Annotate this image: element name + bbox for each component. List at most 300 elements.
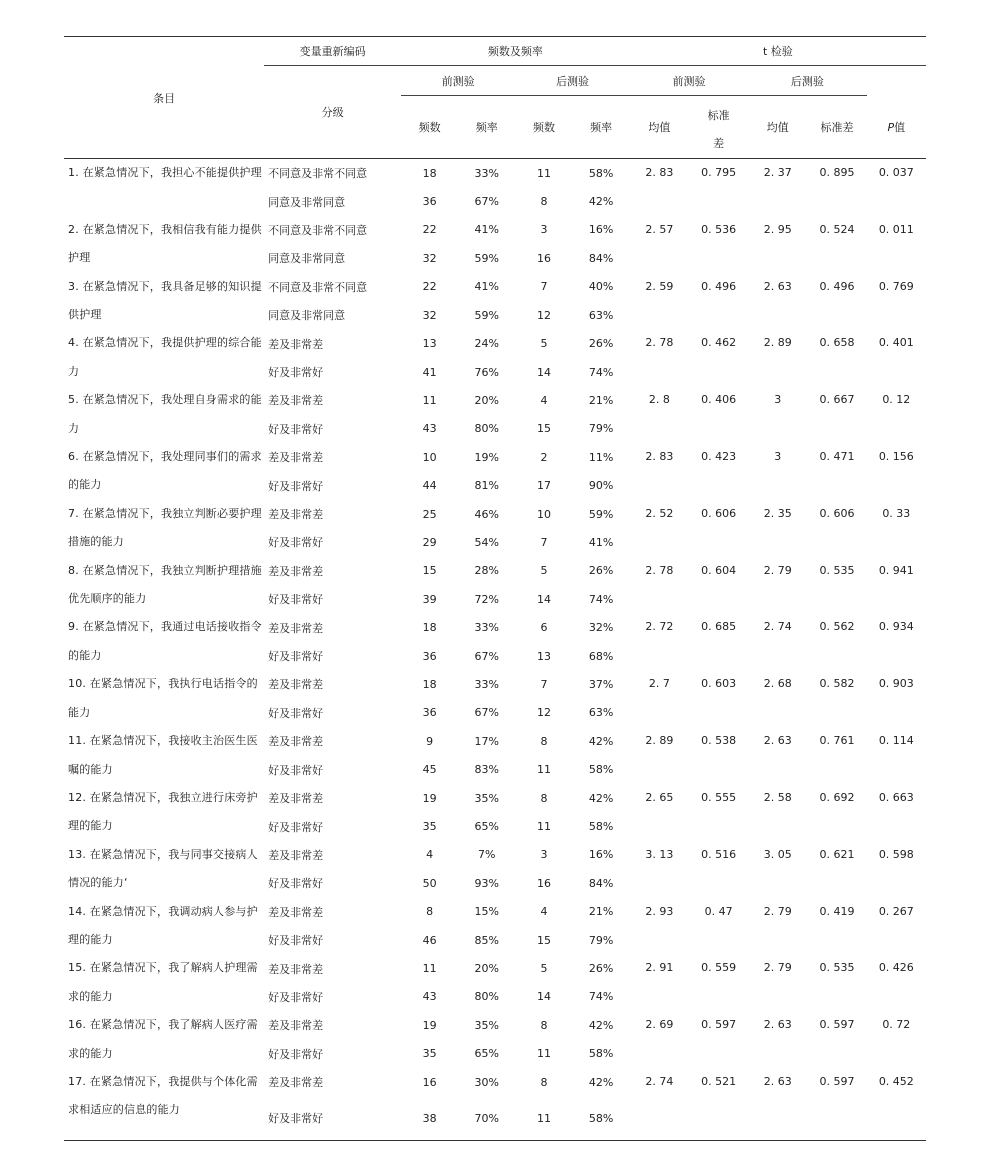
post-rate: 32% (588, 621, 614, 635)
grade-label: 差及非常差 (268, 564, 324, 578)
post-mean: 2. 74 (763, 620, 792, 634)
post-mean: 2. 79 (763, 563, 792, 577)
pre-freq: 10 (422, 450, 437, 464)
pre-freq: 18 (422, 166, 437, 180)
pre-sd: 0. 462 (701, 336, 737, 350)
pre-mean: 2. 83 (645, 166, 674, 179)
p-value: 0. 72 (882, 1018, 911, 1032)
pre-mean: 2. 52 (645, 506, 674, 520)
item-label: 9. 在紧急情况下，我通过电话接收指令的能力 (68, 620, 262, 662)
grade-label: 好及非常好 (268, 1047, 324, 1061)
post-freq: 11 (536, 763, 551, 777)
post-rate: 26% (588, 962, 614, 976)
pre-sd: 0. 606 (701, 506, 737, 520)
post-rate: 58% (588, 820, 614, 834)
pre-sd: 0. 603 (701, 677, 737, 691)
pre-sd: 0. 423 (701, 450, 737, 464)
pre-rate: 7% (478, 848, 496, 862)
post-rate: 74% (588, 592, 614, 606)
header-ttest-group: t 检验 (630, 37, 926, 66)
pre-rate: 85% (474, 933, 499, 947)
post-rate: 84% (588, 876, 614, 890)
pre-freq: 22 (422, 223, 437, 237)
table-row (64, 159, 926, 188)
post-rate: 63% (588, 308, 614, 322)
header-post-rate: 频率 (573, 96, 630, 159)
post-sd: 0. 606 (819, 506, 855, 520)
item-label: 3. 在紧急情况下，我具备足够的知识提供护理 (68, 279, 262, 321)
pre-freq: 43 (422, 422, 437, 436)
grade-label: 同意及非常同意 (268, 252, 346, 266)
pre-rate: 67% (474, 706, 499, 720)
grade-label: 差及非常差 (268, 451, 324, 465)
header-post-sd: 标准差 (807, 96, 866, 159)
post-freq: 14 (536, 365, 551, 379)
p-value: 0. 903 (878, 677, 914, 691)
pre-rate: 41% (474, 223, 499, 237)
pre-sd: 0. 685 (701, 620, 737, 634)
grade-label: 好及非常好 (268, 650, 324, 664)
post-rate: 26% (588, 337, 614, 351)
table-row (64, 1011, 926, 1039)
post-sd: 0. 535 (819, 961, 855, 975)
pre-freq: 29 (422, 535, 437, 549)
post-freq: 8 (540, 1018, 548, 1032)
pre-freq: 9 (426, 734, 434, 748)
pre-sd: 0. 516 (701, 847, 737, 861)
pre-rate: 46% (474, 507, 499, 521)
pre-freq: 18 (422, 621, 437, 635)
item-label: 13. 在紧急情况下，我与同事交接病人情况的能力‘ (68, 847, 258, 890)
pre-rate: 33% (474, 166, 499, 180)
post-freq: 14 (536, 990, 551, 1004)
post-rate: 11% (588, 450, 614, 464)
header-post-freq: 频数 (515, 96, 572, 159)
post-sd: 0. 496 (819, 279, 855, 293)
pre-rate: 24% (474, 337, 499, 351)
pre-freq: 39 (422, 592, 437, 606)
pre-sd: 0. 496 (701, 279, 737, 293)
grade-label: 好及非常好 (268, 990, 324, 1004)
post-mean: 2. 63 (748, 1068, 807, 1141)
table-row (64, 613, 926, 641)
header-pre-sd: 标准 差 (689, 96, 748, 159)
pre-sd: 0. 47 (704, 904, 733, 918)
table-row (64, 500, 926, 528)
pre-sd: 0. 538 (701, 734, 737, 748)
grade-label: 不同意及非常不同意 (268, 280, 368, 294)
pre-freq: 8 (426, 905, 434, 919)
pre-freq: 15 (422, 564, 437, 578)
post-freq: 4 (540, 905, 548, 919)
pre-rate: 19% (474, 450, 499, 464)
post-rate: 37% (588, 677, 614, 691)
table-row (64, 443, 926, 471)
post-rate: 26% (588, 564, 614, 578)
pre-rate: 59% (474, 308, 499, 322)
post-rate: 68% (588, 649, 614, 663)
post-sd: 0. 621 (819, 847, 855, 861)
pre-rate: 80% (474, 990, 499, 1004)
post-rate: 16% (588, 848, 614, 862)
grade-label: 好及非常好 (268, 706, 324, 720)
post-mean: 2. 35 (763, 506, 792, 520)
grade-label: 差及非常差 (268, 1019, 324, 1033)
pre-freq: 32 (422, 308, 437, 322)
post-mean: 2. 63 (763, 279, 792, 293)
item-label: 4. 在紧急情况下，我提供护理的综合能力 (68, 336, 262, 378)
pre-freq: 44 (422, 479, 437, 493)
post-rate: 58% (588, 763, 614, 777)
pre-freq: 18 (422, 677, 437, 691)
post-rate: 59% (588, 507, 614, 521)
grade-label: 好及非常好 (268, 593, 324, 607)
pre-mean: 2. 69 (645, 1018, 674, 1032)
p-value: 0. 011 (878, 222, 914, 236)
grade-label: 好及非常好 (268, 934, 324, 948)
p-value: 0. 267 (878, 904, 914, 918)
pre-sd: 0. 555 (701, 790, 737, 804)
pre-freq: 11 (422, 962, 437, 976)
post-sd: 0. 761 (819, 734, 855, 748)
grade-label: 好及非常好 (264, 1096, 401, 1141)
item-label: 17. 在紧急情况下，我提供与个体化需求相适应的信息的能力 (64, 1068, 264, 1141)
pre-rate: 81% (474, 479, 499, 493)
pre-rate: 59% (474, 251, 499, 265)
p-value: 0. 12 (882, 393, 911, 407)
header-p-label: 值 (894, 120, 906, 134)
pre-sd: 0. 795 (701, 166, 737, 179)
pre-rate: 54% (474, 535, 499, 549)
table-row (64, 727, 926, 755)
post-freq: 7 (540, 677, 548, 691)
post-mean: 3 (774, 450, 782, 464)
pre-sd: 0. 559 (701, 961, 737, 975)
post-sd: 0. 524 (819, 222, 855, 236)
pre-rate: 65% (474, 1047, 499, 1061)
post-freq: 12 (536, 706, 551, 720)
grade-label: 好及非常好 (268, 422, 324, 436)
post-rate: 58% (588, 1047, 614, 1061)
post-freq: 14 (536, 592, 551, 606)
pre-freq: 41 (422, 365, 437, 379)
post-rate: 58% (588, 166, 614, 180)
post-freq: 3 (540, 223, 548, 237)
p-value: 0. 934 (878, 620, 914, 634)
pre-mean: 3. 13 (645, 847, 674, 861)
post-mean: 2. 79 (763, 961, 792, 975)
table-row (64, 841, 926, 869)
pre-freq: 46 (422, 933, 437, 947)
pre-rate: 30% (474, 1075, 499, 1089)
grade-label: 差及非常差 (268, 962, 324, 976)
post-freq: 8 (540, 1075, 548, 1089)
pre-mean: 2. 7 (648, 677, 670, 691)
post-rate: 79% (588, 422, 614, 436)
post-sd: 0. 597 (819, 1018, 855, 1032)
grade-label: 差及非常差 (268, 1076, 324, 1090)
post-mean: 2. 95 (763, 222, 792, 236)
table-body (64, 159, 926, 1141)
item-label: 16. 在紧急情况下，我了解病人医疗需求的能力 (68, 1018, 258, 1060)
pre-freq: 16 (422, 1075, 437, 1089)
post-freq: 5 (540, 962, 548, 976)
p-value: 0. 037 (878, 166, 914, 179)
pre-mean: 2. 91 (645, 961, 674, 975)
pre-freq: 45 (422, 763, 437, 777)
post-freq: 11 (515, 1096, 572, 1141)
pre-freq: 32 (422, 251, 437, 265)
pre-freq: 25 (422, 507, 437, 521)
pre-rate: 70% (458, 1096, 515, 1141)
pre-freq: 35 (422, 1047, 437, 1061)
table-row (64, 670, 926, 698)
grade-label: 好及非常好 (268, 536, 324, 550)
pre-freq: 11 (422, 393, 437, 407)
p-value: 0. 33 (882, 506, 911, 520)
header-pre-freq: 频数 (401, 96, 458, 159)
grade-label: 好及非常好 (268, 820, 324, 834)
header-t-posttest: 后测验 (748, 66, 866, 96)
post-rate: 63% (588, 706, 614, 720)
table-row (64, 329, 926, 357)
pre-freq: 19 (422, 1018, 437, 1032)
post-freq: 8 (540, 195, 548, 209)
header-item: 条目 (64, 37, 264, 159)
header-pre-rate: 频率 (458, 96, 515, 159)
header-freq-posttest: 后测验 (515, 66, 629, 96)
post-freq: 5 (540, 337, 548, 351)
header-recode: 变量重新编码 (264, 37, 401, 66)
pre-rate: 67% (474, 195, 499, 209)
pre-freq: 50 (422, 876, 437, 890)
grade-label: 不同意及非常不同意 (268, 223, 368, 237)
header-freq-pretest: 前测验 (401, 66, 515, 96)
post-sd: 0. 471 (819, 450, 855, 464)
post-freq: 6 (540, 621, 548, 635)
grade-label: 同意及非常同意 (268, 309, 346, 323)
post-rate: 79% (588, 933, 614, 947)
post-sd: 0. 419 (819, 904, 855, 918)
post-sd: 0. 895 (819, 166, 855, 179)
post-freq: 3 (540, 848, 548, 862)
p-value: 0. 663 (878, 790, 914, 804)
p-value: 0. 156 (878, 450, 914, 464)
pre-mean: 2. 8 (648, 393, 670, 407)
post-rate: 84% (588, 251, 614, 265)
post-rate: 16% (588, 223, 614, 237)
pre-freq: 36 (422, 706, 437, 720)
post-rate: 41% (588, 535, 614, 549)
pre-mean: 2. 59 (645, 279, 674, 293)
post-freq: 8 (540, 734, 548, 748)
pre-mean: 2. 57 (645, 222, 674, 236)
pre-sd: 0. 604 (701, 563, 737, 577)
post-sd: 0. 535 (819, 563, 855, 577)
item-label: 2. 在紧急情况下，我相信我有能力提供护理 (68, 222, 262, 265)
post-freq: 16 (536, 251, 551, 265)
pre-rate: 33% (474, 621, 499, 635)
pre-rate: 20% (474, 393, 499, 407)
post-rate: 42% (588, 1075, 614, 1089)
pre-rate: 67% (474, 649, 499, 663)
p-value: 0. 598 (878, 847, 914, 861)
post-mean: 2. 63 (763, 1018, 792, 1032)
grade-label: 差及非常差 (268, 678, 324, 692)
p-value: 0. 769 (878, 279, 914, 293)
header-freq-group: 频数及频率 (401, 37, 630, 66)
post-mean: 2. 37 (763, 166, 792, 179)
item-label: 10. 在紧急情况下，我执行电话指令的能力 (68, 677, 258, 719)
post-rate: 90% (588, 479, 614, 493)
pre-rate: 93% (474, 876, 499, 890)
grade-label: 差及非常差 (268, 508, 324, 522)
grade-label: 差及非常差 (268, 621, 324, 635)
grade-label: 同意及非常同意 (268, 195, 346, 209)
pre-rate: 28% (474, 564, 499, 578)
pre-mean: 2. 89 (645, 734, 674, 748)
pre-mean: 2. 74 (630, 1068, 689, 1141)
pre-mean: 2. 78 (645, 563, 674, 577)
post-freq: 7 (540, 280, 548, 294)
post-sd: 0. 692 (819, 790, 855, 804)
item-label: 8. 在紧急情况下，我独立判断护理措施优先顺序的能力 (68, 563, 262, 606)
post-rate: 74% (588, 990, 614, 1004)
post-mean: 3. 05 (763, 847, 792, 861)
post-freq: 16 (536, 876, 551, 890)
grade-label: 好及非常好 (268, 763, 324, 777)
item-label: 1. 在紧急情况下，我担心不能提供护理 (68, 166, 262, 179)
pre-rate: 41% (474, 280, 499, 294)
post-rate: 21% (588, 393, 614, 407)
post-freq: 13 (536, 649, 551, 663)
pre-rate: 33% (474, 677, 499, 691)
table-row (64, 784, 926, 812)
pre-freq: 4 (426, 848, 434, 862)
post-mean: 2. 89 (763, 336, 792, 350)
table-row (64, 1068, 926, 1096)
grade-label: 差及非常差 (268, 394, 324, 408)
post-freq: 15 (536, 933, 551, 947)
p-value: 0. 426 (878, 961, 914, 975)
pre-mean: 2. 93 (645, 904, 674, 918)
post-rate: 42% (588, 195, 614, 209)
post-freq: 12 (536, 308, 551, 322)
pre-sd: 0. 521 (689, 1068, 748, 1141)
pre-rate: 17% (474, 734, 499, 748)
header-post-mean: 均值 (748, 96, 807, 159)
pre-rate: 65% (474, 820, 499, 834)
pre-sd: 0. 597 (701, 1018, 737, 1032)
post-freq: 10 (536, 507, 551, 521)
table-row (64, 898, 926, 926)
pre-rate: 35% (474, 791, 499, 805)
pre-freq: 36 (422, 649, 437, 663)
pre-sd: 0. 536 (701, 222, 737, 236)
post-sd: 0. 597 (807, 1068, 866, 1141)
post-freq: 4 (540, 393, 548, 407)
post-freq: 11 (536, 166, 551, 180)
header-t-pretest: 前测验 (630, 66, 748, 96)
item-label: 6. 在紧急情况下，我处理同事们的需求的能力 (68, 450, 262, 492)
pre-freq: 13 (422, 337, 437, 351)
pre-mean: 2. 72 (645, 620, 674, 634)
pre-mean: 2. 65 (645, 790, 674, 804)
post-sd: 0. 667 (819, 393, 855, 407)
grade-label: 差及非常差 (268, 337, 324, 351)
table-row (64, 273, 926, 301)
post-sd: 0. 562 (819, 620, 855, 634)
pre-freq: 35 (422, 820, 437, 834)
post-mean: 2. 68 (763, 677, 792, 691)
p-value: 0. 941 (878, 563, 914, 577)
item-label: 14. 在紧急情况下，我调动病人参与护理的能力 (68, 904, 258, 946)
pre-freq: 38 (401, 1096, 458, 1141)
pre-freq: 36 (422, 195, 437, 209)
grade-label: 好及非常好 (268, 366, 324, 380)
pre-rate: 15% (474, 905, 499, 919)
table-row (64, 216, 926, 244)
p-value: 0. 401 (878, 336, 914, 350)
post-mean: 2. 79 (763, 904, 792, 918)
post-sd: 0. 582 (819, 677, 855, 691)
p-value: 0. 452 (867, 1068, 926, 1141)
post-mean: 2. 63 (763, 734, 792, 748)
results-table (64, 36, 926, 1141)
grade-label: 差及非常差 (268, 848, 324, 862)
table-row (64, 386, 926, 414)
header-p-value: P值 (867, 96, 926, 159)
post-rate: 42% (588, 734, 614, 748)
post-mean: 2. 58 (763, 790, 792, 804)
post-rate: 58% (573, 1096, 630, 1141)
post-freq: 8 (540, 791, 548, 805)
post-mean: 3 (774, 393, 782, 407)
post-freq: 2 (540, 450, 548, 464)
pre-sd: 0. 406 (701, 393, 737, 407)
table-header (64, 37, 926, 159)
pre-freq: 22 (422, 280, 437, 294)
post-freq: 15 (536, 422, 551, 436)
item-label: 15. 在紧急情况下，我了解病人护理需求的能力 (68, 961, 258, 1003)
pre-rate: 80% (474, 422, 499, 436)
pre-rate: 83% (474, 763, 499, 777)
p-value: 0. 114 (878, 734, 914, 748)
pre-rate: 76% (474, 365, 499, 379)
post-freq: 7 (540, 535, 548, 549)
pre-rate: 20% (474, 962, 499, 976)
grade-label: 好及非常好 (268, 877, 324, 891)
post-rate: 21% (588, 905, 614, 919)
grade-label: 差及非常差 (268, 905, 324, 919)
item-label: 11. 在紧急情况下，我接收主治医生医嘱的能力 (68, 734, 258, 776)
item-label: 12. 在紧急情况下，我独立进行床旁护理的能力 (68, 790, 258, 833)
pre-rate: 72% (474, 592, 499, 606)
post-rate: 42% (588, 1018, 614, 1032)
post-rate: 40% (588, 280, 614, 294)
pre-freq: 43 (422, 990, 437, 1004)
post-freq: 11 (536, 820, 551, 834)
post-sd: 0. 658 (819, 336, 855, 350)
table-row (64, 557, 926, 585)
post-freq: 11 (536, 1047, 551, 1061)
grade-label: 好及非常好 (268, 479, 324, 493)
item-label: 7. 在紧急情况下，我独立判断必要护理措施的能力 (68, 506, 262, 549)
post-freq: 5 (540, 564, 548, 578)
post-freq: 17 (536, 479, 551, 493)
header-pre-mean: 均值 (630, 96, 689, 159)
pre-rate: 35% (474, 1018, 499, 1032)
